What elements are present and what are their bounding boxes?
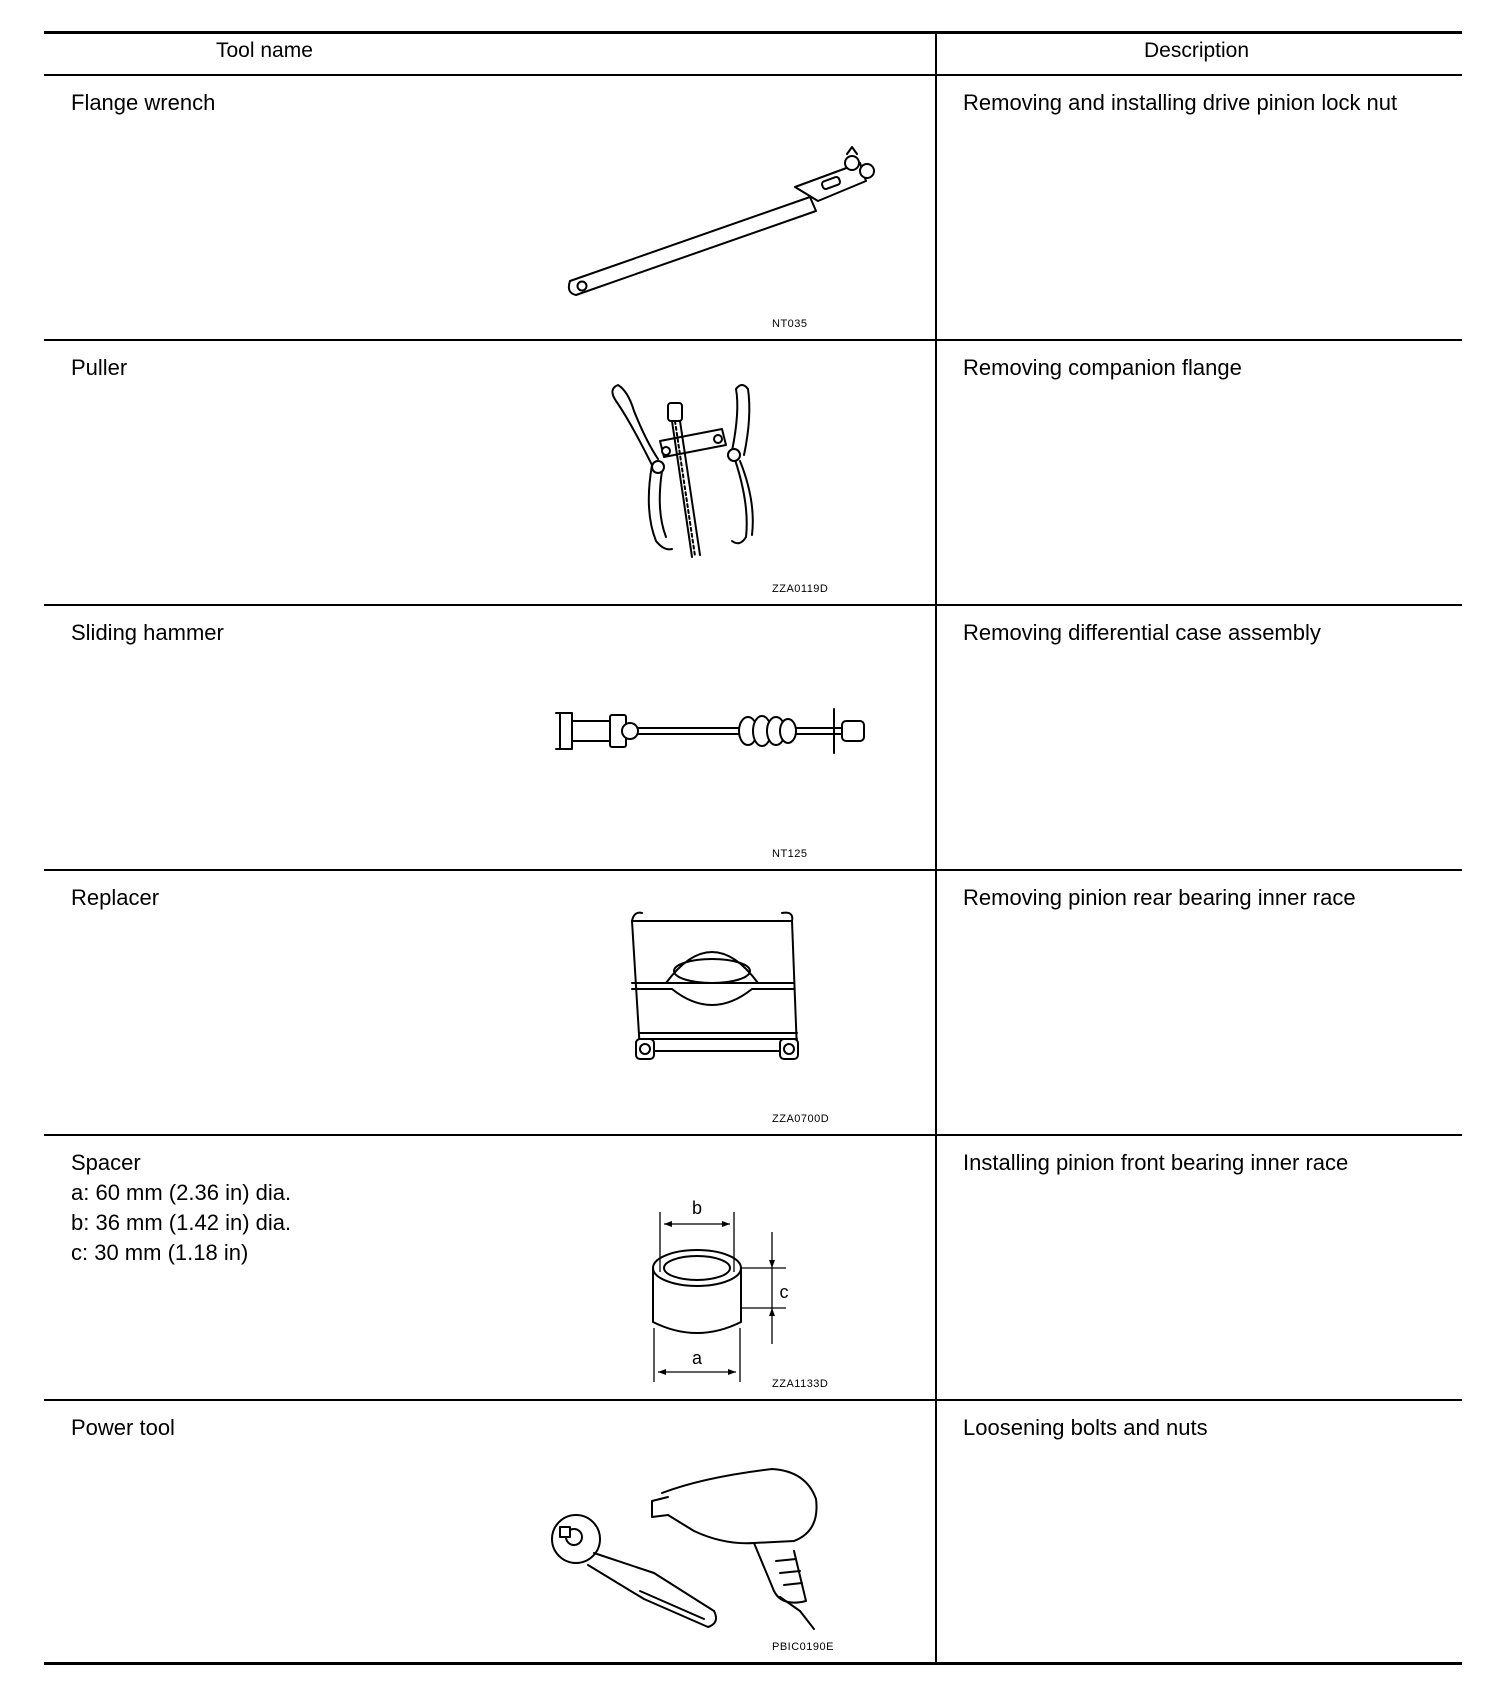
- tool-description: Removing and installing drive pinion lock nut: [963, 90, 1398, 115]
- table-top-border: [44, 31, 1462, 34]
- figure-code: ZZA0119D: [772, 583, 829, 595]
- table-row: [44, 871, 1462, 1134]
- puller-icon: [600, 381, 790, 581]
- spacer-icon: [652, 1172, 812, 1382]
- figure-code: PBIC0190E: [772, 1641, 834, 1653]
- dimension-label-b: b: [691, 1198, 703, 1218]
- tool-name: Sliding hammer: [71, 620, 224, 645]
- dimension-label-a: a: [691, 1348, 703, 1368]
- table-row: [44, 76, 1462, 339]
- figure-code: NT035: [772, 318, 808, 330]
- header-tool-name: Tool name: [216, 39, 313, 62]
- figure-code: NT125: [772, 848, 808, 860]
- tool-name: Replacer: [71, 885, 160, 910]
- tool-name: Power tool: [71, 1415, 175, 1440]
- spec-c: c: 30 mm (1.18 in): [71, 1240, 249, 1265]
- dimension-label-c: c: [779, 1282, 789, 1302]
- spec-b: b: 36 mm (1.42 in) dia.: [71, 1210, 292, 1235]
- tool-description: Removing companion flange: [963, 355, 1242, 380]
- sliding-hammer-icon: [552, 701, 882, 781]
- table-row: [44, 341, 1462, 604]
- special-tools-table: [44, 31, 1462, 1665]
- power-tool-icon: [544, 1441, 844, 1641]
- figure-code: ZZA0700D: [772, 1113, 830, 1125]
- table-row: [44, 606, 1462, 869]
- table-row: [44, 1136, 1462, 1399]
- tool-description: Removing differential case assembly: [963, 620, 1321, 645]
- table-bottom-border: [44, 1662, 1462, 1665]
- tool-description: Loosening bolts and nuts: [963, 1415, 1208, 1440]
- figure-code: ZZA1133D: [772, 1378, 829, 1390]
- tool-name-label: Spacer: [71, 1150, 141, 1175]
- tool-name: Flange wrench: [71, 90, 216, 115]
- tool-description: Installing pinion front bearing inner race: [963, 1150, 1349, 1175]
- replacer-icon: [622, 901, 822, 1081]
- tool-name: [71, 1148, 291, 1268]
- tool-description: Removing pinion rear bearing inner race: [963, 885, 1356, 910]
- tool-name: Puller: [71, 355, 128, 380]
- flange-wrench-icon: [560, 141, 890, 301]
- header-description: Description: [1144, 39, 1250, 62]
- table-row: [44, 1401, 1462, 1662]
- spec-a: a: 60 mm (2.36 in) dia.: [71, 1180, 292, 1205]
